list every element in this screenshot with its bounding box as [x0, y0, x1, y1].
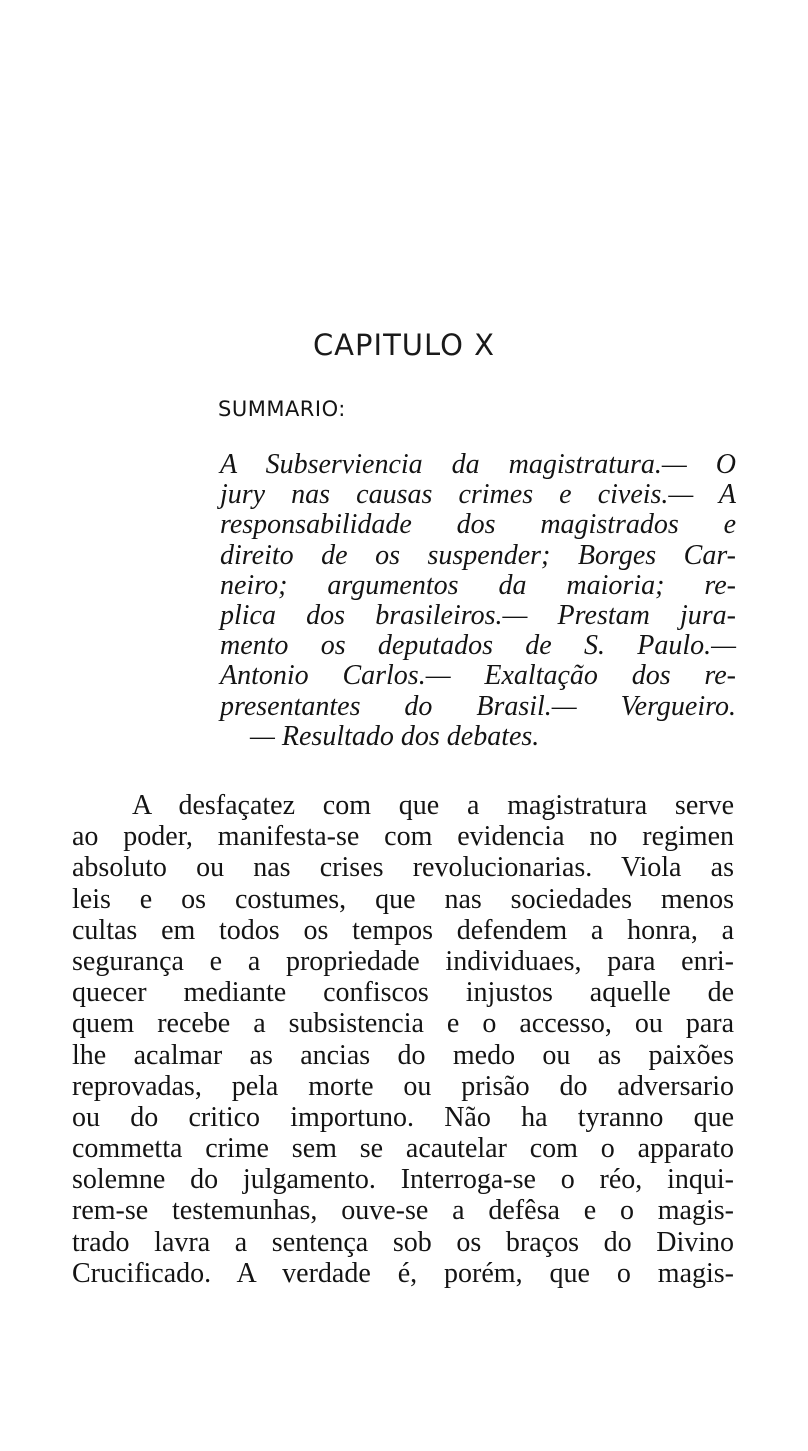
summary-heading: SUMMARIO: — [218, 397, 346, 421]
summary-line: Antonio Carlos.— Exaltação dos re- — [220, 660, 736, 692]
body-line: rem-se testemunhas, ouve-se a defêsa e o magis- — [72, 1195, 734, 1227]
summary-line: responsabilidade dos magistrados e — [220, 509, 736, 541]
summary-line: — Resultado dos debates. — [250, 720, 540, 752]
body-paragraph — [72, 790, 734, 1289]
body-line: leis e os costumes, que nas sociedades menos — [72, 883, 734, 915]
summary-line: A Subserviencia da magistratura.— O — [220, 449, 736, 480]
body-line: trado lavra a sentença sob os braços do Divino — [72, 1226, 734, 1258]
body-line: segurança e a propriedade individuaes, para enri- — [72, 945, 734, 977]
body-line: A desfaçatez com que a magistratura serve — [132, 790, 734, 821]
body-line: reprovadas, pela morte ou prisão do adversario — [72, 1070, 734, 1102]
body-line: commetta crime sem se acautelar com o apparato — [72, 1133, 734, 1165]
body-line: ou do critico importuno. Não ha tyranno que — [72, 1101, 734, 1133]
summary-line: plica dos brasileiros.— Prestam jura- — [220, 599, 736, 631]
summary-line: presentantes do Brasil.— Vergueiro. — [220, 690, 736, 722]
summary-line: jury nas causas crimes e civeis.— A — [220, 479, 736, 511]
summary-line: mento os deputados de S. Paulo.— — [220, 630, 736, 662]
body-line: ao poder, manifesta-se com evidencia no regimen — [72, 821, 734, 853]
body-line: quecer mediante confiscos injustos aquelle de — [72, 977, 734, 1009]
chapter-title: CAPITULO X — [312, 328, 496, 362]
summary-block — [220, 450, 736, 752]
summary-line: neiro; argumentos da maioria; re- — [220, 569, 736, 601]
summary-line: direito de os suspender; Borges Car- — [220, 539, 736, 571]
body-line: quem recebe a subsistencia e o accesso, ou para — [72, 1008, 734, 1040]
body-line: cultas em todos os tempos defendem a honra, a — [72, 914, 734, 946]
body-line: lhe acalmar as ancias do medo ou as paixões — [72, 1039, 734, 1071]
body-line: absoluto ou nas crises revolucionarias. Viola as — [72, 852, 734, 884]
body-line: Crucificado. A verdade é, porém, que o magis- — [72, 1257, 734, 1289]
body-line: solemne do julgamento. Interroga-se o réo, inqui- — [72, 1164, 734, 1196]
